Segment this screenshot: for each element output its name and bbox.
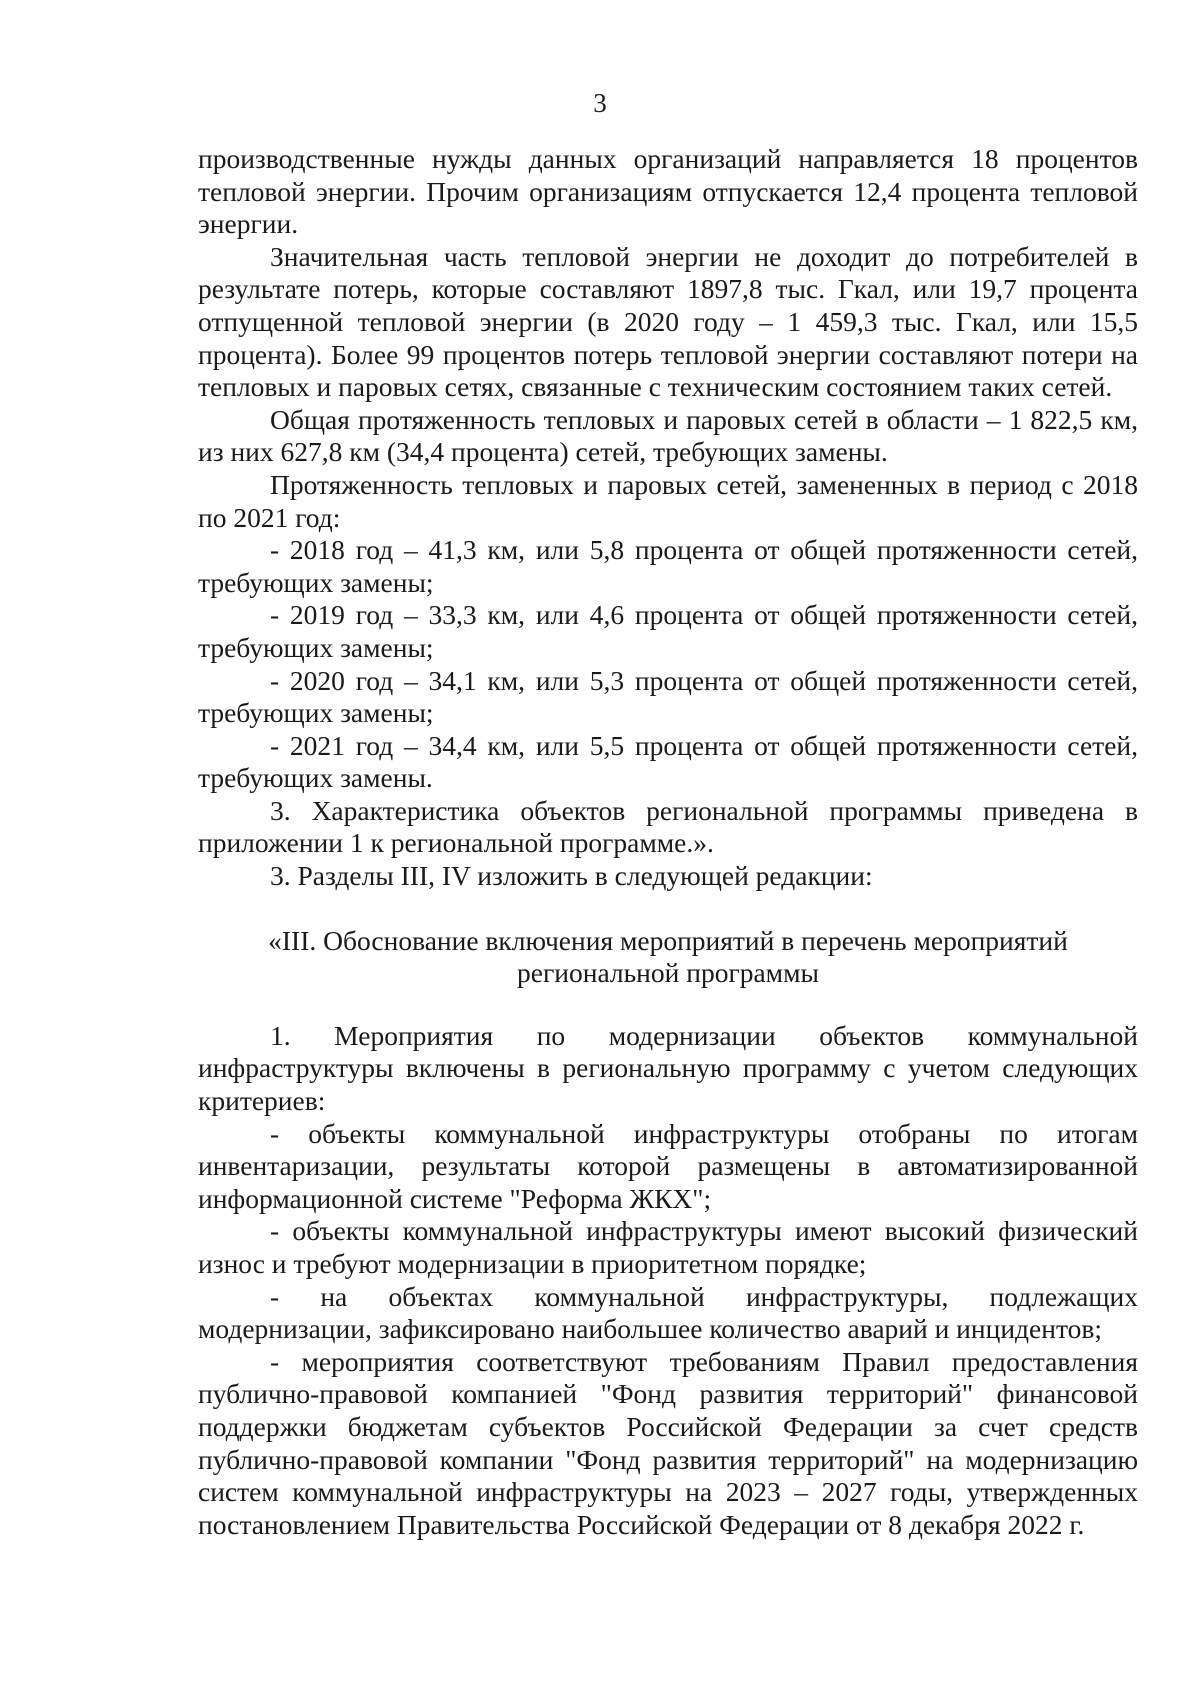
list-item-2020: - 2020 год – 34,1 км, или 5,3 процента от общей протяженности сетей, требующих замены; <box>198 664 1138 729</box>
list-item-2018: - 2018 год – 41,3 км, или 5,8 процента от общей протяженности сетей, требующих замены; <box>198 534 1138 598</box>
list-item-criterion-inventory: - объекты коммунальной инфраструктуры отобраны по итогам инвентаризации, результаты которой размещены в автоматизированной информационной системе "Реформа ЖКХ"; <box>198 1117 1138 1214</box>
document-body <box>198 143 1138 1541</box>
list-item-2021: - 2021 год – 34,4 км, или 5,5 процента от общей протяженности сетей, требующих замены. <box>198 729 1138 794</box>
page-number: 3 <box>593 88 607 118</box>
paragraph-replaced-networks: Протяженность тепловых и паровых сетей, замененных в период с 2018 по 2021 год: <box>198 468 1138 533</box>
list-item-criterion-rules: - мероприятия соответствуют требованиям Правил предоставления публично-правовой компанией "Фонд развития территорий" финансовой поддержки бюджетам субъектов Российской Федерации за счет средств публично-правовой компании "Фонд развития территорий" на модернизацию систем коммунальной инфраструктуры на 2023 – 2027 годы, утвержденных постановлением Правительства Российской Федерации от 8 декабря 2022 г. <box>198 1345 1138 1540</box>
paragraph-continuation: производственные нужды данных организаций направляется 18 процентов тепловой энергии. Прочим организациям отпускается 12,4 процента тепловой энергии. <box>198 143 1138 240</box>
section-heading-line-2: региональной программы <box>517 957 819 989</box>
list-item-criterion-wear: - объекты коммунальной инфраструктуры имеют высокий физический износ и требуют модернизации в приоритетном порядке; <box>198 1215 1138 1279</box>
section-heading <box>198 925 1138 990</box>
paragraph-criteria: 1. Мероприятия по модернизации объектов коммунальной инфраструктуры включены в региональную программу с учетом следующих критериев: <box>198 1019 1138 1117</box>
list-item-2019: - 2019 год – 33,3 км, или 4,6 процента от общей протяженности сетей, требующих замены; <box>198 599 1138 663</box>
paragraph-characteristics: 3. Характеристика объектов региональной программы приведена в приложении 1 к региональной программе.». <box>198 794 1138 859</box>
paragraph-sections-edit: 3. Разделы III, IV изложить в следующей редакции: <box>270 860 873 892</box>
paragraph-network-length: Общая протяженность тепловых и паровых сетей в области – 1 822,5 км, из них 627,8 км (34,4 процента) сетей, требующих замены. <box>198 403 1138 468</box>
section-heading-line-1: «III. Обоснование включения мероприятий в перечень мероприятий <box>268 924 1068 956</box>
paragraph-heat-losses: Значительная часть тепловой энергии не доходит до потребителей в результате потерь, которые составляют 1897,8 тыс. Гкал, или 19,7 процента отпущенной тепловой энергии (в 2020 году – 1 459,3 тыс. Гкал, или 15,5 процента). Более 99 процентов потерь тепловой энергии составляют потери на тепловых и паровых сетях, связанные с техническим состоянием таких сетей. <box>198 240 1138 403</box>
list-item-criterion-accidents: - на объектах коммунальной инфраструктуры, подлежащих модернизации, зафиксировано наибольшее количество аварий и инцидентов; <box>198 1280 1138 1345</box>
